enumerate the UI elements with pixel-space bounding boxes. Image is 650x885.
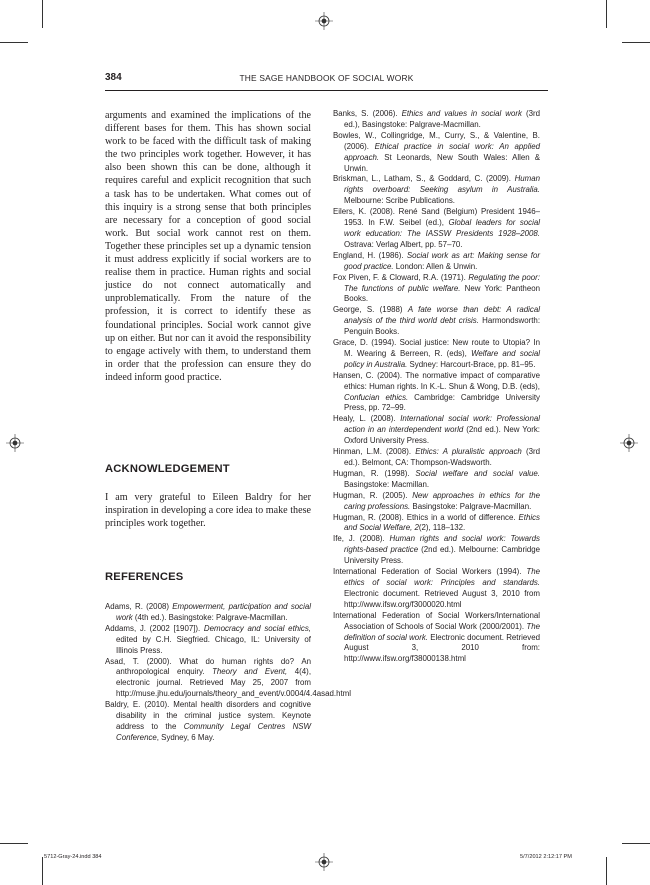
reference-entry: Addams, J. (2002 [1907]). Democracy and social ethics, edited by C.H. Siegfried. Chicago, IL: University of Illinois Press. [105, 623, 311, 655]
footer-timestamp: 5/7/2012 2:12:17 PM [520, 854, 572, 860]
registration-mark-icon [315, 12, 333, 30]
reference-entry: Fox Piven, F. & Cloward, R.A. (1971). Regulating the poor: The functions of public welfare. New York: Pantheon Books. [333, 272, 540, 304]
reference-entry: Grace, D. (1994). Social justice: New route to Utopia? In M. Wearing & Berreen, R. (eds), Welfare and social policy in Australia. Sydney: Harcourt-Brace, pp. 81–95. [333, 338, 540, 369]
reference-entry: International Federation of Social Workers (1994). The ethics of social work: Principles and standards. Electronic document. Retrieved August 3, 2010 from http://www.ifsw.org/f3000020.html [333, 567, 540, 609]
reference-entry: England, H. (1986). Social work as art: Making sense for good practice. London: Allen & Unwin. [333, 250, 540, 271]
registration-mark-icon [6, 434, 24, 452]
reference-entry: Briskman, L., Latham, S., & Goddard, C. (2009). Human rights overboard: Seeking asylum in Australia. Melbourne: Scribe Publications. [333, 174, 540, 206]
reference-entry: Asad, T. (2000). What do human rights do? An anthropological enquiry. Theory and Event, 4(4), electronic journal. Retrieved May 25, 2007 from http://muse.jhu.edu/journals/theory_and_event/v.0004/4.4asad.html [105, 656, 351, 699]
header-rule [105, 90, 548, 91]
reference-entry: Hugman, R. (1998). Social welfare and social value. Basingstoke: Macmillan. [333, 468, 540, 489]
reference-entry: Baldry, E. (2010). Mental health disorders and cognitive disability in the criminal justice system. Keynote address to the Community Legal Centres NSW Conference, Sydney, 6 May. [105, 700, 311, 742]
references-left-column [105, 602, 351, 744]
references-heading: REFERENCES [105, 571, 184, 583]
body-paragraph: arguments and examined the implications of the different bases for them. This has shown social work to be faced with the difficult task of making the two principles work together. However, it has also been shown this can be done, although it requires careful and explicit recognition that such a task has to be undertaken. What comes out of this inquiry is a strong sense that both principles are necessary for a conception of good social work. But social work cannot rest on them. Together these principles set up a dynamic tension it must address explicitly if social workers are to realise them in practice. Human rights and social justice do not connect automatically and unproblematically. From the nature of the profession, it is correct to identify these as foundational principles. Social work cannot give up on either. But nor can it avoid the responsibility to engage actively with them, to understand them in order that the profession can ensure they do indeed inform good practice. [105, 110, 311, 383]
reference-entry: Bowles, W., Collingridge, M., Curry, S., & Valentine, B. (2006). Ethical practice in social work: An applied approach. St Leonards, New South Wales: Allen & Unwin. [333, 130, 540, 173]
references-right-column [333, 109, 540, 665]
reference-entry: Eilers, K. (2008). René Sand (Belgium) President 1946–1953. In F.W. Seibel (ed.), Global leaders for social work education: The IASSW Presidents 1928–2008. Ostrava: Verlag Albert, pp. 57–70. [333, 207, 541, 249]
reference-entry: Ife, J. (2008). Human rights and social work: Towards rights-based practice (2nd ed.). Melbourne: Cambridge University Press. [333, 534, 540, 566]
reference-entry: Hansen, C. (2004). The normative impact of comparative ethics: Human rights. In K.-L. Shun & Wong, D.B. (eds), Confucian ethics. Cambridge: Cambridge University Press, pp. 72–99. [333, 370, 540, 413]
acknowledgement-section [105, 491, 311, 530]
running-header [105, 72, 548, 88]
running-title: THE SAGE HANDBOOK OF SOCIAL WORK [239, 73, 414, 83]
reference-entry: Banks, S. (2006). Ethics and values in social work (3rd ed.), Basingstoke: Palgrave-Macmillan. [333, 109, 540, 129]
acknowledgement-heading: ACKNOWLEDGEMENT [105, 463, 230, 475]
acknowledgement-text: I am very grateful to Eileen Baldry for her inspiration in developing a core idea to make these principles work together. [105, 492, 311, 530]
registration-mark-icon [315, 853, 333, 871]
reference-entry: George, S. (1988) A fate worse than debt: A radical analysis of the third world debt crisis. Harmondsworth: Penguin Books. [333, 305, 541, 337]
page-number: 384 [105, 72, 122, 83]
registration-mark-icon [620, 434, 638, 452]
reference-entry: Adams, R. (2008) Empowerment, participation and social work (4th ed.). Basingstoke: Palgrave-Macmillan. [105, 602, 311, 622]
reference-entry: Hugman, R. (2005). New approaches in ethics for the caring professions. Basingstoke: Palgrave-Macmillan. [333, 490, 540, 511]
reference-entry: Hinman, L.M. (2008). Ethics: A pluralistic approach (3rd ed.). Belmont, CA: Thompson-Wadsworth. [333, 447, 540, 467]
reference-entry: Hugman, R. (2008). Ethics in a world of difference. Ethics and Social Welfare, 2(2), 118–132. [333, 512, 540, 533]
body-column [105, 109, 311, 384]
footer-file: 5712-Gray-24.indd 384 [44, 854, 102, 860]
reference-entry: Healy, L. (2008). International social work: Professional action in an interdependent world (2nd ed.). New York: Oxford University Press. [333, 414, 540, 446]
reference-entry: International Federation of Social Workers/International Association of Schools of Social Work (2000/2001). The definition of social work. Electronic document. Retrieved August 3, 2010 from: http://www.ifsw.org/f38000138.html [333, 610, 540, 664]
